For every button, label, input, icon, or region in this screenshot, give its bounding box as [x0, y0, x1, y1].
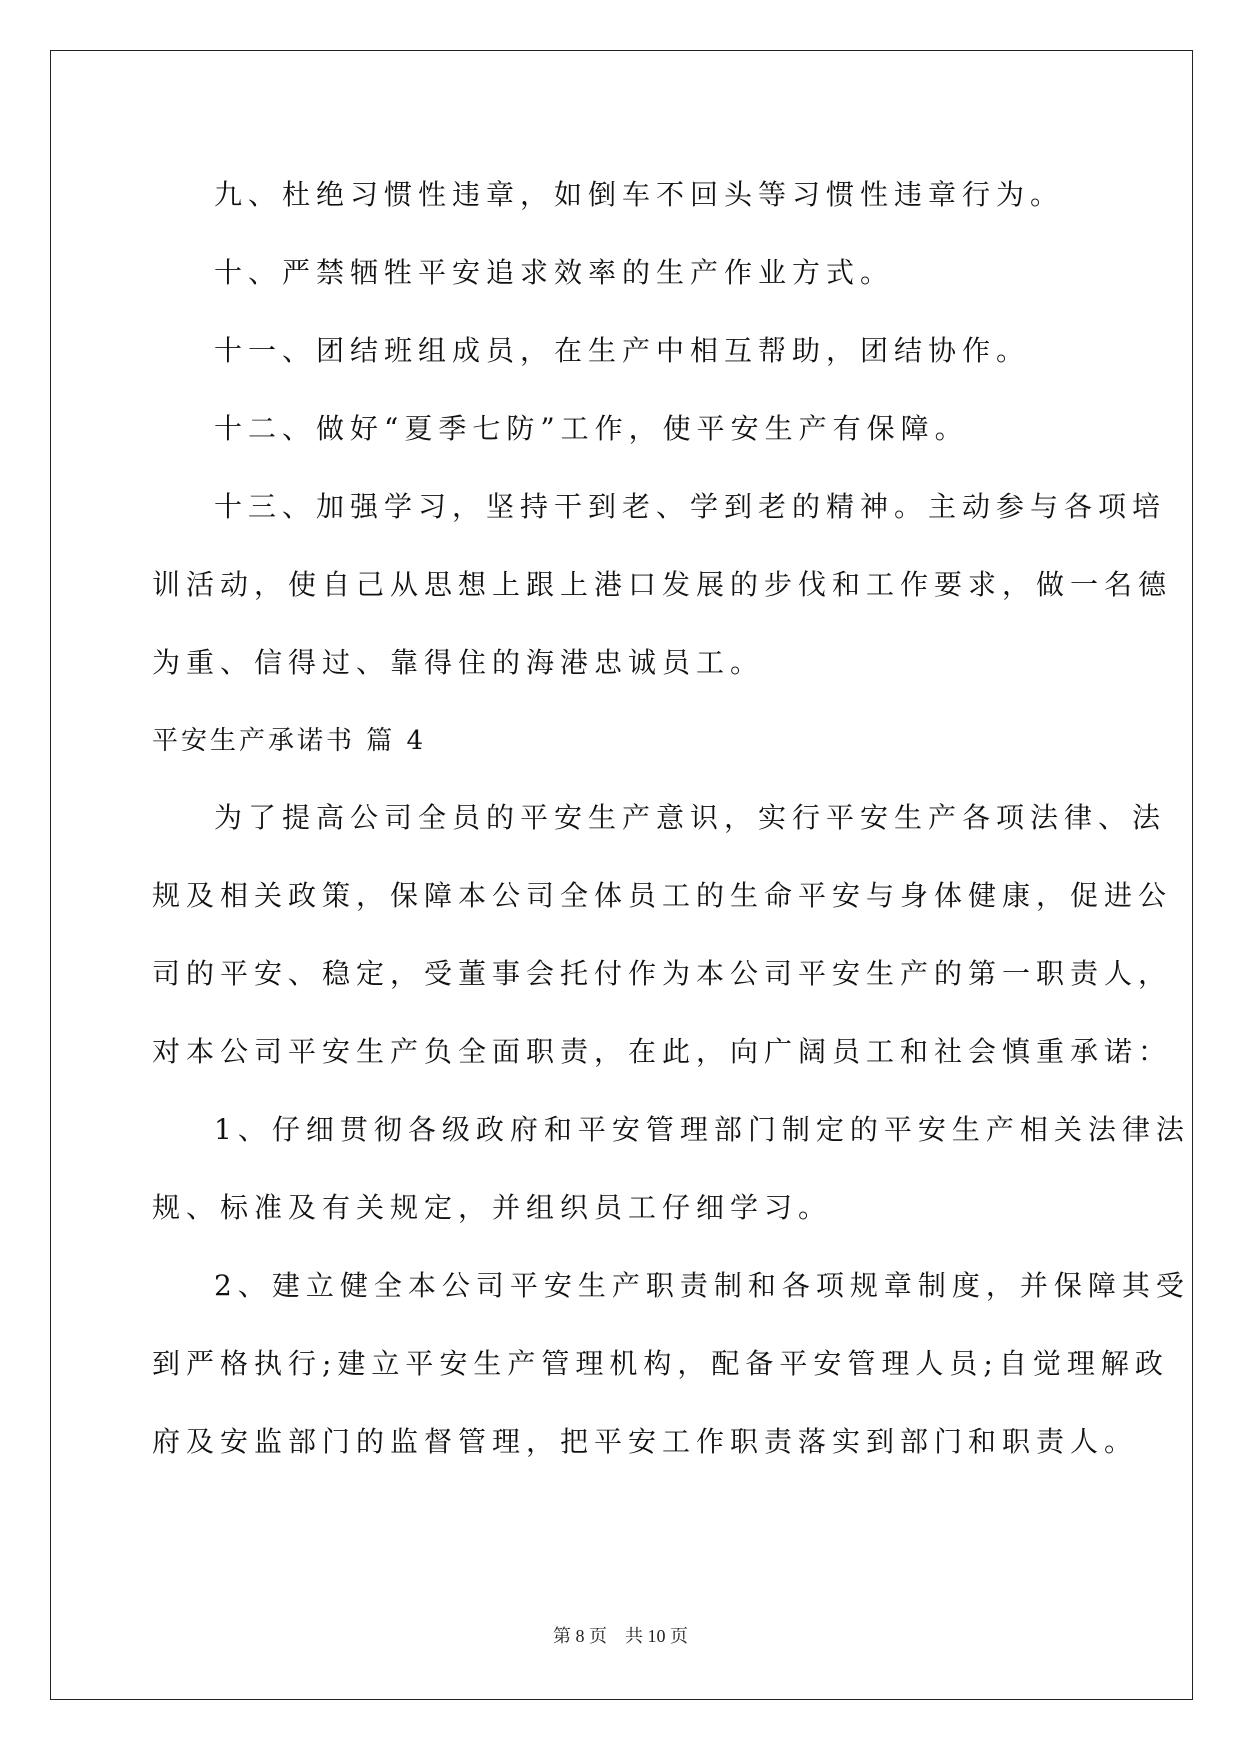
commitment-1-line-1: 1、仔细贯彻各级政府和平安管理部门制定的平安生产相关法律法	[214, 1113, 1190, 1146]
commitment-2-line-3: 府及安监部门的监督管理，把平安工作职责落实到部门和职责人。	[152, 1425, 1139, 1458]
paragraph-item-13-line-3: 为重、信得过、靠得住的海港忠诚员工。	[152, 646, 765, 679]
section-heading: 平安生产承诺书 篇 4	[152, 726, 427, 756]
paragraph-item-11: 十一、团结班组成员，在生产中相互帮助，团结协作。	[214, 334, 1031, 367]
intro-paragraph-line-4: 对本公司平安生产负全面职责，在此，向广阔员工和社会慎重承诺：	[152, 1035, 1173, 1068]
intro-paragraph-line-2: 规及相关政策，保障本公司全体员工的生命平安与身体健康，促进公	[152, 879, 1173, 912]
paragraph-item-10: 十、严禁牺牲平安追求效率的生产作业方式。	[214, 256, 895, 289]
page-footer: 第 8 页 共 10 页	[553, 1626, 688, 1646]
paragraph-item-12: 十二、做好“夏季七防”工作，使平安生产有保障。	[214, 412, 969, 445]
intro-paragraph-line-3: 司的平安、稳定，受董事会托付作为本公司平安生产的第一职责人，	[152, 957, 1173, 990]
paragraph-item-13-line-1: 十三、加强学习，坚持干到老、学到老的精神。主动参与各项培	[214, 490, 1167, 523]
paragraph-item-13-line-2: 训活动，使自己从思想上跟上港口发展的步伐和工作要求，做一名德	[152, 568, 1173, 601]
commitment-1-line-2: 规、标准及有关规定，并组织员工仔细学习。	[152, 1191, 833, 1224]
commitment-2-line-2: 到严格执行;建立平安生产管理机构，配备平安管理人员;自觉理解政	[152, 1347, 1169, 1380]
intro-paragraph-line-1: 为了提高公司全员的平安生产意识，实行平安生产各项法律、法	[214, 801, 1167, 834]
paragraph-item-9: 九、杜绝习惯性违章，如倒车不回头等习惯性违章行为。	[214, 178, 1065, 211]
commitment-2-line-1: 2、建立健全本公司平安生产职责制和各项规章制度，并保障其受	[214, 1269, 1190, 1302]
